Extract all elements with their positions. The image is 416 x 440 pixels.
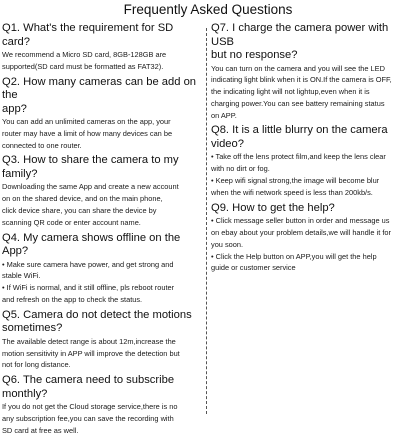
faq-question: Q1. What's the requirement for SD card?	[2, 22, 174, 48]
faq-item-q6	[2, 374, 202, 436]
faq-item-q9	[211, 202, 414, 274]
column-divider	[206, 28, 207, 414]
faq-question: Q6. The camera need to subscribe monthly?	[2, 374, 175, 400]
faq-answer: If you do not get the Cloud storage service,there is no any subscription fee,you can save the recording with SD card at free as well.	[2, 402, 178, 435]
faq-answer: • Make sure camera have power, and get strong and stable WiFi. • If WiFi is normal, and it still offline, pls reboot router and refresh on the app to check the status.	[2, 259, 175, 305]
faq-question: Q9. How to get the help?	[211, 201, 335, 214]
faq-question: Q3. How to share the camera to my family?	[2, 154, 179, 180]
faq-left-column	[2, 22, 202, 440]
faq-question: Q8. It is a little blurry on the camera video?	[211, 124, 388, 150]
faq-answer: • Take off the lens protect film,and keep the lens clear with no dirt or fog. • Keep wifi signal strong,the image will become blur when the wifi network speed is less than 200kb/s.	[211, 152, 386, 197]
faq-answer: We recommend a Micro SD card, 8GB-128GB are supported(SD card must be formatted as FAT32).	[2, 50, 167, 71]
faq-item-q1	[2, 22, 202, 73]
faq-question: Q7. I charge the camera power with USB but no response?	[211, 22, 389, 61]
faq-item-q8	[211, 124, 414, 198]
faq-answer: You can add an unlimited cameras on the app, your router may have a limit of how many devices can be connected to one router.	[2, 117, 173, 150]
faq-question: Q5. Camera do not detect the motions sometimes?	[2, 308, 192, 335]
faq-question: Q2. How many cameras can be add on the app?	[2, 75, 197, 115]
faq-item-q2	[2, 76, 202, 152]
faq-question: Q4. My camera shows offline on the App?	[2, 231, 181, 258]
faq-item-q3	[2, 154, 202, 228]
faq-answer: You can turn on the camera and you will see the LED indicating light blink when it is ON.If the camera is OFF, the indicating light will not lightup,even when it is charging power.You can see battery remaining status on APP.	[211, 63, 392, 120]
faq-item-q5	[2, 309, 202, 371]
faq-answer: The available detect range is about 12m,increase the motion sensitivity in APP will improve the detection but not for long distance.	[2, 336, 180, 370]
faq-item-q4	[2, 232, 202, 306]
faq-right-column	[211, 22, 414, 277]
faq-answer: • Click message seller button in order and message us on ebay about your problem details,we will handle it for you soon. • Click the Help button on APP,you will get the help guide or customer service	[211, 216, 391, 273]
page-title: Frequently Asked Questions	[123, 2, 293, 17]
faq-answer: Downloading the same App and create a new account on on the shared device, and on the main phone, click device share, you can share the device by scanning QR code or enter account name.	[2, 182, 179, 227]
faq-item-q7	[211, 22, 414, 121]
